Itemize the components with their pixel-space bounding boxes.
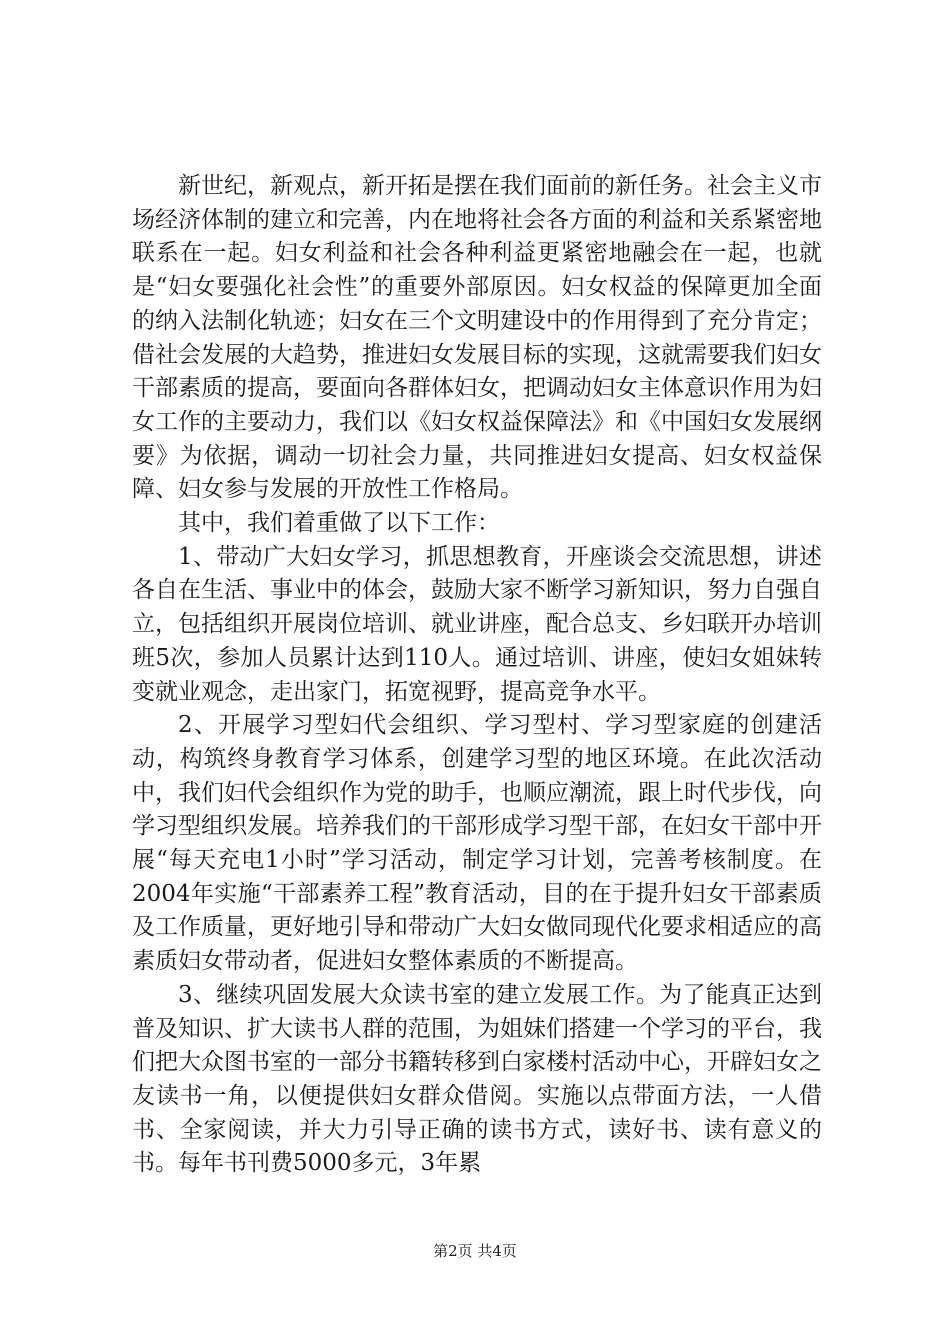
page-footer: 第2页 共4页 [433,1242,517,1260]
paragraph-item-1: 1、带动广大妇女学习，抓思想教育，开座谈会交流思想，讲述各自在生活、事业中的体会，鼓励大家不断学习新知识，努力自强自立，包括组织开展岗位培训、就业讲座，配合总支、乡妇联开办培训班5次，参加人员累计达到110人。通过培训、讲座，使妇女姐妹转变就业观念，走出家门，拓宽视野，提高竞争水平。 [132,543,822,705]
document-body [132,170,822,1181]
paragraph-work-intro: 其中，我们着重做了以下工作： [178,510,500,537]
paragraph-intro: 新世纪，新观点，新开拓是摆在我们面前的新任务。社会主义市场经济体制的建立和完善，内在地将社会各方面的利益和关系紧密地联系在一起。妇女利益和社会各种利益更紧密地融会在一起，也就是“妇女要强化社会性”的重要外部原因。妇女权益的保障更加全面的纳入法制化轨迹；妇女在三个文明建设中的作用得到了充分肯定；借社会发展的大趋势，推进妇女发展目标的实现，这就需要我们妇女干部素质的提高，要面向各群体妇女，把调动妇女主体意识作用为妇女工作的主要动力，我们以《妇女权益保障法》和《中国妇女发展纲要》为依据，调动一切社会力量，共同推进妇女提高、妇女权益保障、妇女参与发展的开放性工作格局。 [132,173,822,503]
paragraph-item-3: 3、继续巩固发展大众读书室的建立发展工作。为了能真正达到普及知识、扩大读书人群的范围，为姐妹们搭建一个学习的平台，我们把大众图书室的一部分书籍转移到白家楼村活动中心，开辟妇女之友读书一角，以便提供妇女群众借阅。实施以点带面方法，一人借书、全家阅读，并大力引导正确的读书方式，读好书、读有意义的书。每年书刊费5000多元，3年累 [132,981,822,1177]
paragraph-item-2: 2、开展学习型妇代会组织、学习型村、学习型家庭的创建活动，构筑终身教育学习体系，创建学习型的地区环境。在此次活动中，我们妇代会组织作为党的助手，也顺应潮流，跟上时代步伐，向学习型组织发展。培养我们的干部形成学习型干部，在妇女干部中开展“每天充电1小时”学习活动，制定学习计划，完善考核制度。在2004年实施“干部素养工程”教育活动，目的在于提升妇女干部素质及工作质量，更好地引导和带动广大妇女做同现代化要求相适应的高素质妇女带动者，促进妇女整体素质的不断提高。 [132,712,822,975]
